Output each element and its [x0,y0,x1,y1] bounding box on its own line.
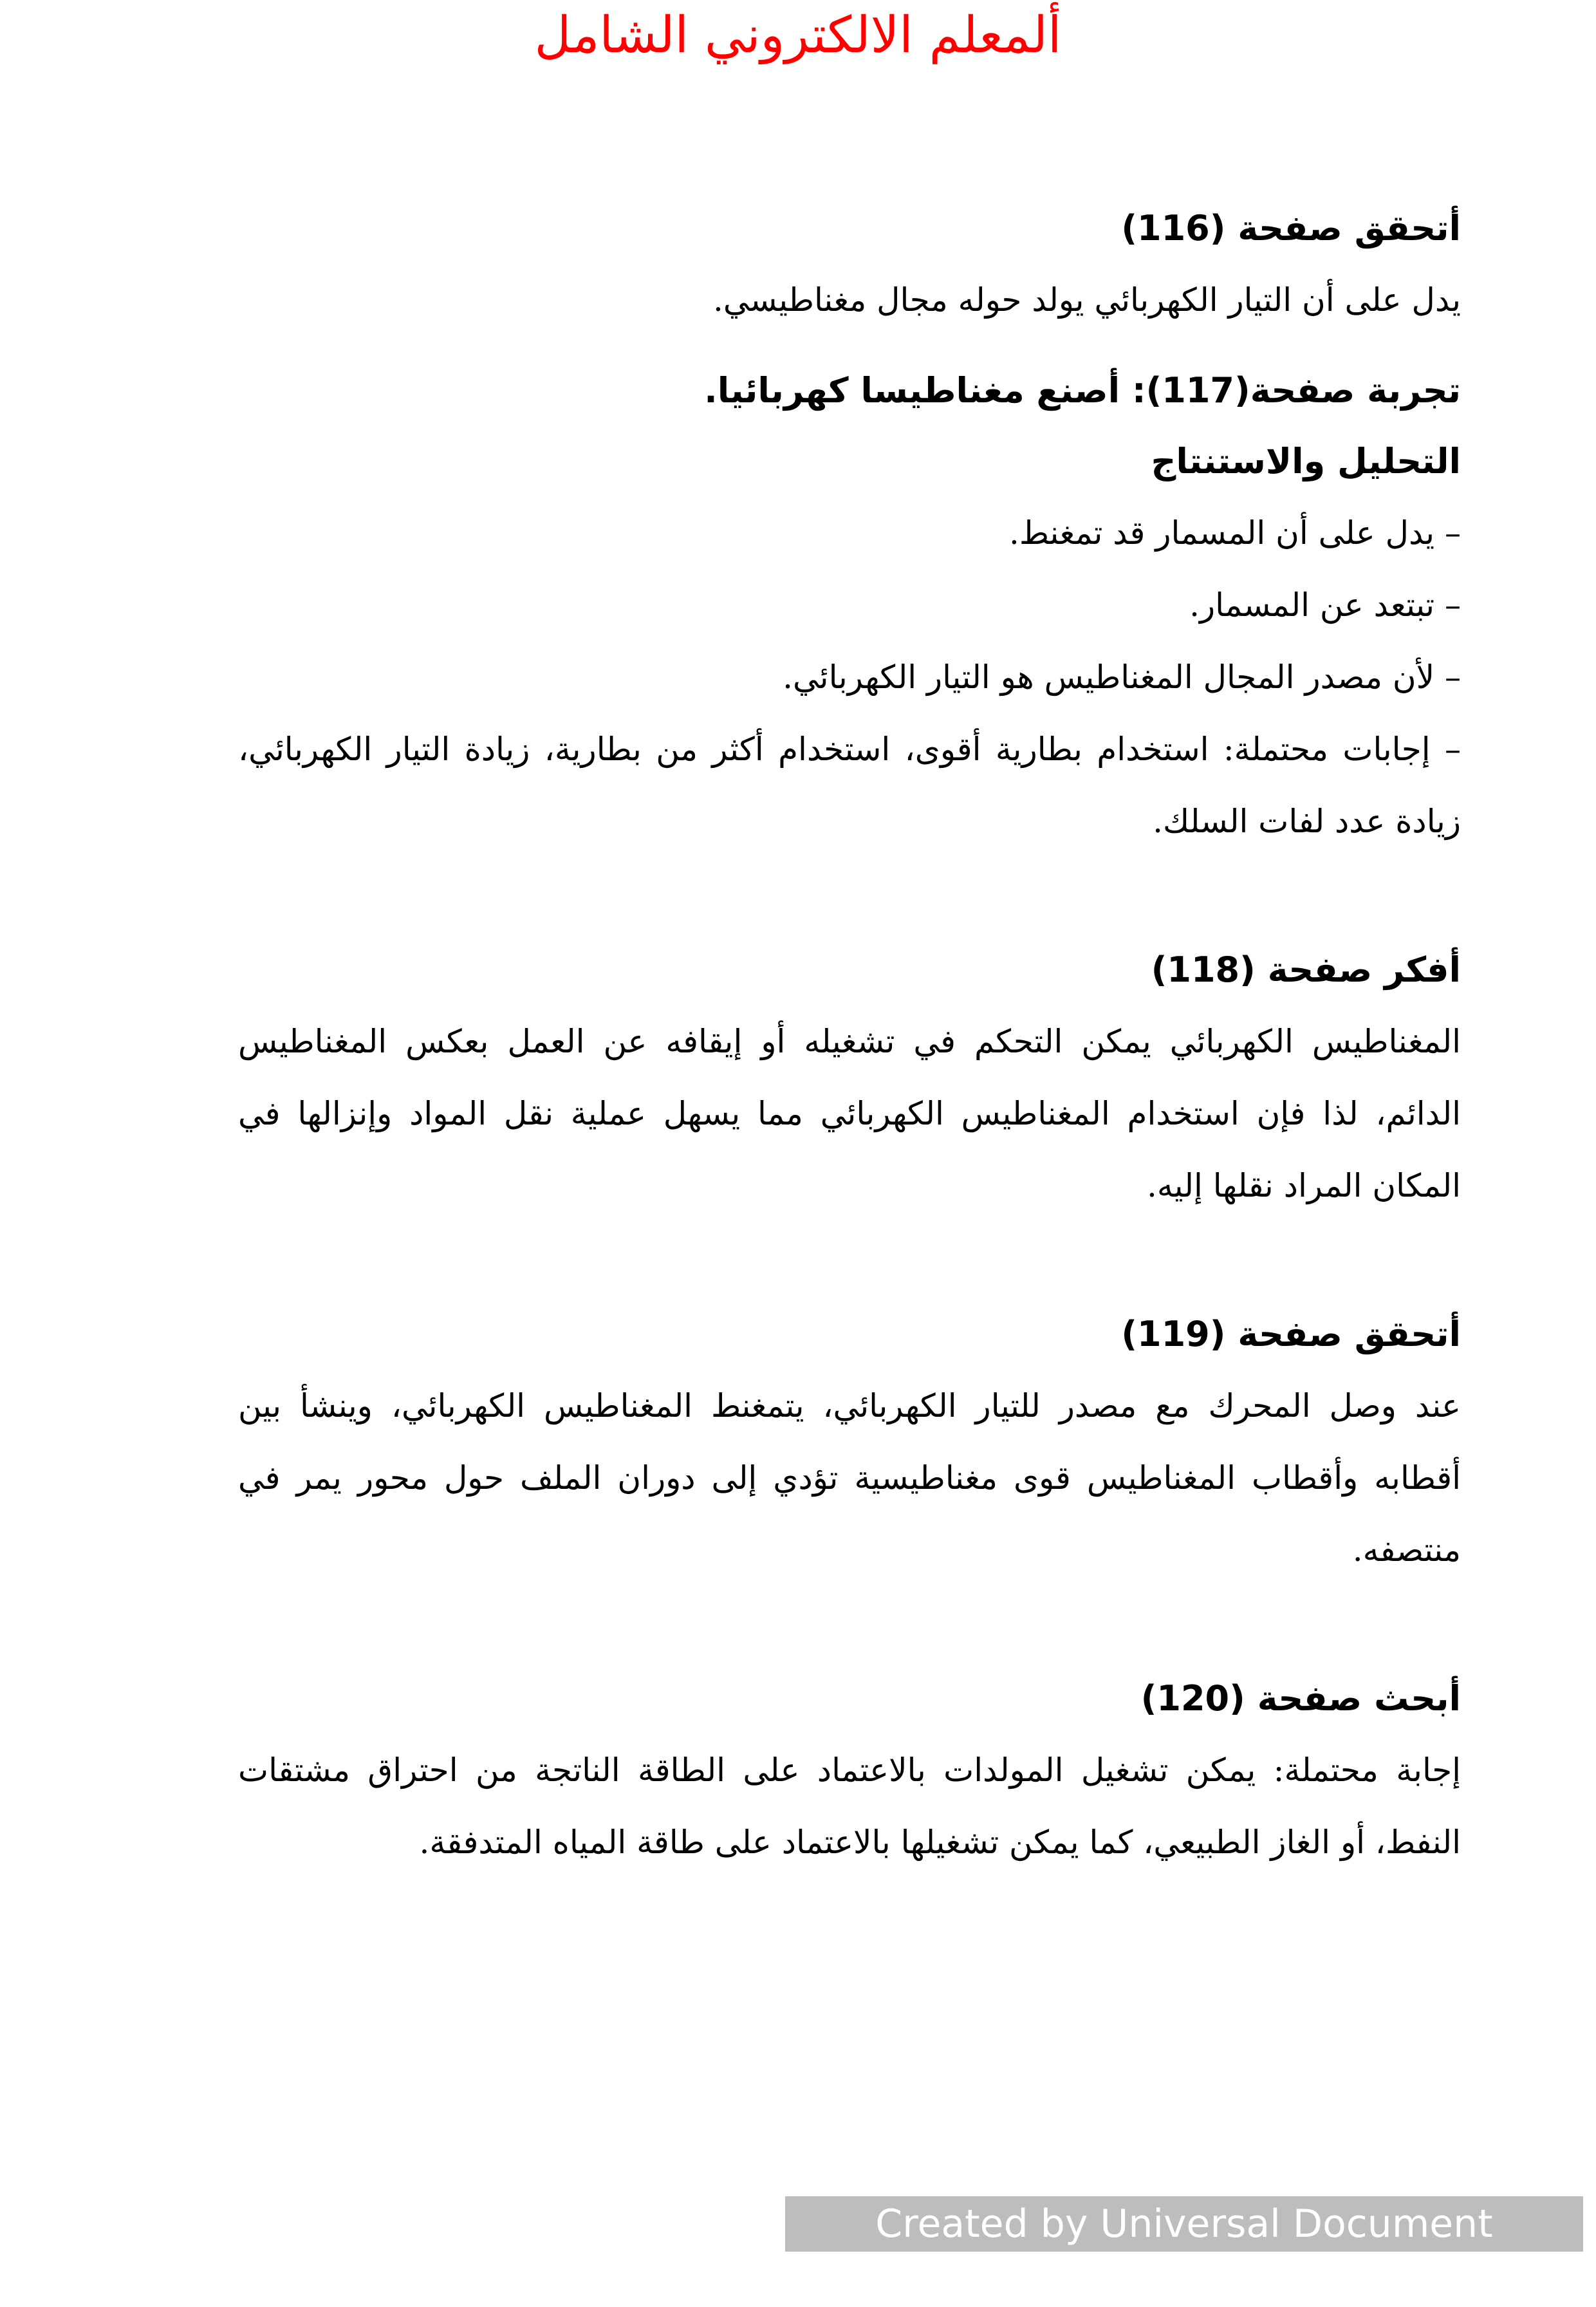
section-paragraph: المغناطيس الكهربائي يمكن التحكم في تشغيله أو إيقافه عن العمل بعكس المغناطيس الدائم، لذا فإن استخدام المغناطيس الكهربائي مما يسهل عملية نقل المواد وإنزالها في المكان المراد نقلها إليه. [238,1023,1461,1204]
section-heading: أفكر صفحة (118) [1151,949,1461,990]
section-paragraph: يدل على أن التيار الكهربائي يولد حوله مجال مغناطيسي. [712,281,1461,319]
section-experiment-117 [238,355,1461,857]
list-item: – لأن مصدر المجال المغناطيس هو التيار الكهربائي. [783,658,1461,696]
converter-watermark: Created by Universal Document Converter [785,2196,1583,2252]
section-research-120 [238,1663,1461,1878]
section-check-116 [238,193,1461,336]
section-paragraph: عند وصل المحرك مع مصدر للتيار الكهربائي، يتمغنط المغناطيس الكهربائي، وينشأ بين أقطابه وأقطاب المغناطيس قوى مغناطيسية تؤدي إلى دوران الملف حول محور يمر في منتصفه. [238,1387,1461,1569]
document-body [238,193,1461,1956]
section-heading: أبحث صفحة (120) [1140,1678,1461,1719]
list-item: – تبتعد عن المسمار. [1189,586,1461,624]
section-heading: أتحقق صفحة (116) [1121,208,1461,248]
page-header-title: ألمعلم الالكتروني الشامل [534,6,1062,64]
list-item: – إجابات محتملة: استخدام بطارية أقوى، استخدام أكثر من بطارية، زيادة التيار الكهربائي، زيادة عدد لفات السلك. [238,731,1461,840]
section-paragraph: إجابة محتملة: يمكن تشغيل المولدات بالاعتماد على الطاقة الناتجة من احتراق مشتقات النفط، أو الغاز الطبيعي، كما يمكن تشغيلها بالاعتماد على طاقة المياه المتدفقة. [238,1751,1461,1861]
section-check-119 [238,1299,1461,1586]
list-item: – يدل على أن المسمار قد تمغنط. [1009,514,1461,552]
section-subheading: التحليل والاستنتاج [1151,441,1461,481]
section-heading: أتحقق صفحة (119) [1121,1314,1461,1354]
section-heading: تجربة صفحة(117): أصنع مغناطيسا كهربائيا. [704,370,1461,411]
section-think-118 [238,935,1461,1222]
